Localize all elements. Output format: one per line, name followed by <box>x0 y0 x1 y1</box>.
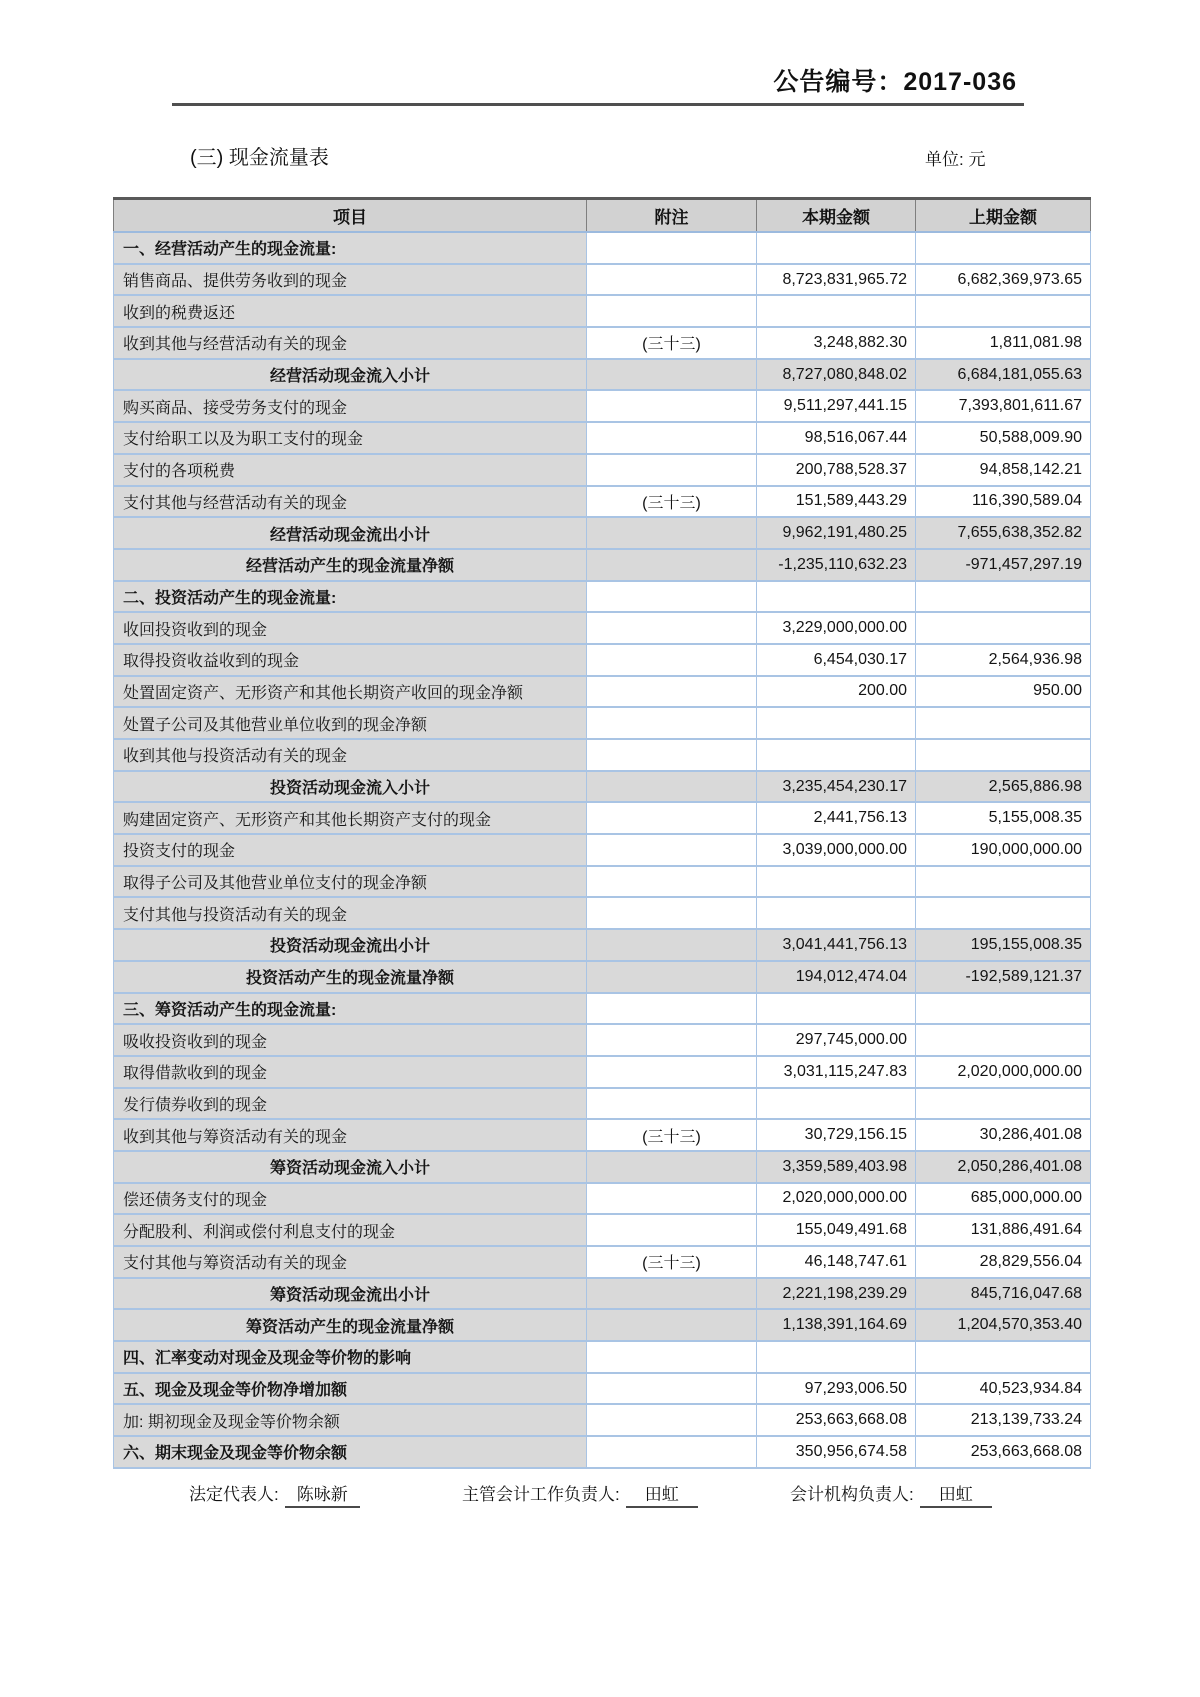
table-header-row <box>114 199 1091 233</box>
prior-amount-cell <box>916 612 1091 644</box>
table-row <box>114 1309 1091 1341</box>
note-cell: (三十三) <box>587 1246 757 1278</box>
table-row <box>114 1436 1091 1468</box>
current-amount-cell: 200,788,528.37 <box>757 454 916 486</box>
item-label-cell: 投资活动现金流入小计 <box>114 771 587 803</box>
table-row <box>114 1183 1091 1215</box>
table-row <box>114 1088 1091 1120</box>
prior-amount-cell <box>916 1088 1091 1120</box>
prior-amount-cell: 6,684,181,055.63 <box>916 359 1091 391</box>
current-amount-cell: 3,031,115,247.83 <box>757 1056 916 1088</box>
current-amount-cell: 350,956,674.58 <box>757 1436 916 1468</box>
current-amount-cell <box>757 295 916 327</box>
item-label-cell: 五、现金及现金等价物净增加额 <box>114 1373 587 1405</box>
table-row <box>114 1278 1091 1310</box>
table-row <box>114 644 1091 676</box>
item-label-cell: 收到的税费返还 <box>114 295 587 327</box>
table-row <box>114 961 1091 993</box>
note-cell <box>587 422 757 454</box>
prior-amount-cell: 7,655,638,352.82 <box>916 517 1091 549</box>
prior-amount-cell <box>916 897 1091 929</box>
note-cell <box>587 1341 757 1373</box>
note-cell <box>587 295 757 327</box>
prior-amount-cell <box>916 295 1091 327</box>
note-cell <box>587 581 757 613</box>
prior-amount-cell: 190,000,000.00 <box>916 834 1091 866</box>
note-cell <box>587 612 757 644</box>
item-label-cell: 收到其他与筹资活动有关的现金 <box>114 1119 587 1151</box>
legal-rep-name: 陈咏新 <box>285 1480 360 1508</box>
item-label-cell: 收到其他与投资活动有关的现金 <box>114 739 587 771</box>
current-amount-cell: 151,589,443.29 <box>757 486 916 518</box>
table-row <box>114 1214 1091 1246</box>
table-row <box>114 612 1091 644</box>
table-row <box>114 1024 1091 1056</box>
table-row <box>114 486 1091 518</box>
header-prior-amount-column: 上期金额 <box>916 199 1091 233</box>
prior-amount-cell <box>916 739 1091 771</box>
current-amount-cell: 3,235,454,230.17 <box>757 771 916 803</box>
note-cell <box>587 676 757 708</box>
note-cell <box>587 1404 757 1436</box>
current-amount-cell <box>757 993 916 1025</box>
item-label-cell: 处置固定资产、无形资产和其他长期资产收回的现金净额 <box>114 676 587 708</box>
item-label-cell: 加: 期初现金及现金等价物余额 <box>114 1404 587 1436</box>
note-cell <box>587 834 757 866</box>
table-row <box>114 1056 1091 1088</box>
current-amount-cell: 2,221,198,239.29 <box>757 1278 916 1310</box>
table-row <box>114 707 1091 739</box>
note-cell: (三十三) <box>587 486 757 518</box>
item-label-cell: 取得借款收到的现金 <box>114 1056 587 1088</box>
prior-amount-cell <box>916 1341 1091 1373</box>
note-cell <box>587 1214 757 1246</box>
current-amount-cell: 3,229,000,000.00 <box>757 612 916 644</box>
note-cell <box>587 802 757 834</box>
item-label-cell: 销售商品、提供劳务收到的现金 <box>114 264 587 296</box>
signature-footer <box>0 1480 1200 1510</box>
table-row <box>114 549 1091 581</box>
header-current-amount-column: 本期金额 <box>757 199 916 233</box>
chief-accountant-name: 田虹 <box>626 1480 698 1508</box>
note-cell <box>587 359 757 391</box>
note-cell <box>587 1278 757 1310</box>
current-amount-cell: 3,041,441,756.13 <box>757 929 916 961</box>
item-label-cell: 筹资活动现金流入小计 <box>114 1151 587 1183</box>
header-divider <box>172 103 1024 106</box>
note-cell <box>587 1056 757 1088</box>
note-cell <box>587 929 757 961</box>
table-row <box>114 1119 1091 1151</box>
prior-amount-cell <box>916 232 1091 264</box>
item-label-cell: 支付给职工以及为职工支付的现金 <box>114 422 587 454</box>
table-row <box>114 1341 1091 1373</box>
table-row <box>114 295 1091 327</box>
note-cell <box>587 1183 757 1215</box>
current-amount-cell <box>757 707 916 739</box>
note-cell <box>587 1309 757 1341</box>
note-cell <box>587 993 757 1025</box>
prior-amount-cell: -192,589,121.37 <box>916 961 1091 993</box>
item-label-cell: 取得投资收益收到的现金 <box>114 644 587 676</box>
table-row <box>114 771 1091 803</box>
item-label-cell: 投资活动产生的现金流量净额 <box>114 961 587 993</box>
accounting-org-name: 田虹 <box>920 1480 992 1508</box>
table-row <box>114 1246 1091 1278</box>
current-amount-cell: 97,293,006.50 <box>757 1373 916 1405</box>
current-amount-cell: 2,020,000,000.00 <box>757 1183 916 1215</box>
table-row <box>114 581 1091 613</box>
table-row <box>114 264 1091 296</box>
current-amount-cell: 8,727,080,848.02 <box>757 359 916 391</box>
item-label-cell: 收回投资收到的现金 <box>114 612 587 644</box>
prior-amount-cell: 50,588,009.90 <box>916 422 1091 454</box>
item-label-cell: 购买商品、接受劳务支付的现金 <box>114 390 587 422</box>
item-label-cell: 经营活动现金流出小计 <box>114 517 587 549</box>
prior-amount-cell: 30,286,401.08 <box>916 1119 1091 1151</box>
current-amount-cell <box>757 866 916 898</box>
table-row <box>114 422 1091 454</box>
prior-amount-cell: 131,886,491.64 <box>916 1214 1091 1246</box>
current-amount-cell: 8,723,831,965.72 <box>757 264 916 296</box>
note-cell <box>587 771 757 803</box>
note-cell <box>587 232 757 264</box>
prior-amount-cell <box>916 707 1091 739</box>
prior-amount-cell: 1,204,570,353.40 <box>916 1309 1091 1341</box>
prior-amount-cell <box>916 1024 1091 1056</box>
legal-representative-signature <box>189 1480 360 1508</box>
table-row <box>114 739 1091 771</box>
item-label-cell: 二、投资活动产生的现金流量: <box>114 581 587 613</box>
item-label-cell: 投资活动现金流出小计 <box>114 929 587 961</box>
note-cell <box>587 1436 757 1468</box>
table-row <box>114 993 1091 1025</box>
prior-amount-cell: 1,811,081.98 <box>916 327 1091 359</box>
note-cell <box>587 866 757 898</box>
current-amount-cell: 3,248,882.30 <box>757 327 916 359</box>
prior-amount-cell <box>916 866 1091 898</box>
item-label-cell: 分配股利、利润或偿付利息支付的现金 <box>114 1214 587 1246</box>
accounting-org-label: 会计机构负责人: <box>790 1485 914 1504</box>
note-cell: (三十三) <box>587 327 757 359</box>
current-amount-cell <box>757 1341 916 1373</box>
cash-flow-table-body <box>114 232 1091 1468</box>
current-amount-cell <box>757 581 916 613</box>
item-label-cell: 经营活动产生的现金流量净额 <box>114 549 587 581</box>
item-label-cell: 投资支付的现金 <box>114 834 587 866</box>
table-row <box>114 1151 1091 1183</box>
item-label-cell: 取得子公司及其他营业单位支付的现金净额 <box>114 866 587 898</box>
current-amount-cell: 9,962,191,480.25 <box>757 517 916 549</box>
prior-amount-cell <box>916 581 1091 613</box>
table-row <box>114 517 1091 549</box>
prior-amount-cell: 5,155,008.35 <box>916 802 1091 834</box>
note-cell <box>587 454 757 486</box>
note-cell <box>587 390 757 422</box>
unit-label: 单位: 元 <box>925 150 986 169</box>
item-label-cell: 支付其他与投资活动有关的现金 <box>114 897 587 929</box>
current-amount-cell: 2,441,756.13 <box>757 802 916 834</box>
item-label-cell: 支付其他与经营活动有关的现金 <box>114 486 587 518</box>
prior-amount-cell: 213,139,733.24 <box>916 1404 1091 1436</box>
prior-amount-cell: 7,393,801,611.67 <box>916 390 1091 422</box>
prior-amount-cell: 116,390,589.04 <box>916 486 1091 518</box>
current-amount-cell: 200.00 <box>757 676 916 708</box>
prior-amount-cell: 253,663,668.08 <box>916 1436 1091 1468</box>
header-item-column: 项目 <box>114 199 587 233</box>
note-cell <box>587 644 757 676</box>
note-cell <box>587 707 757 739</box>
prior-amount-cell: 845,716,047.68 <box>916 1278 1091 1310</box>
table-row <box>114 327 1091 359</box>
current-amount-cell: 253,663,668.08 <box>757 1404 916 1436</box>
item-label-cell: 偿还债务支付的现金 <box>114 1183 587 1215</box>
current-amount-cell: 3,039,000,000.00 <box>757 834 916 866</box>
item-label-cell: 经营活动现金流入小计 <box>114 359 587 391</box>
table-row <box>114 454 1091 486</box>
chief-accountant-signature <box>462 1480 698 1508</box>
prior-amount-cell: 2,020,000,000.00 <box>916 1056 1091 1088</box>
note-cell <box>587 897 757 929</box>
current-amount-cell: 30,729,156.15 <box>757 1119 916 1151</box>
legal-rep-label: 法定代表人: <box>189 1485 279 1504</box>
accounting-org-signature <box>790 1480 992 1508</box>
current-amount-cell: 1,138,391,164.69 <box>757 1309 916 1341</box>
item-label-cell: 六、期末现金及现金等价物余额 <box>114 1436 587 1468</box>
prior-amount-cell: 685,000,000.00 <box>916 1183 1091 1215</box>
prior-amount-cell: 2,565,886.98 <box>916 771 1091 803</box>
table-row <box>114 802 1091 834</box>
table-row <box>114 897 1091 929</box>
table-row <box>114 390 1091 422</box>
prior-amount-cell: 195,155,008.35 <box>916 929 1091 961</box>
item-label-cell: 筹资活动产生的现金流量净额 <box>114 1309 587 1341</box>
note-cell <box>587 549 757 581</box>
current-amount-cell: 6,454,030.17 <box>757 644 916 676</box>
prior-amount-cell: 950.00 <box>916 676 1091 708</box>
item-label-cell: 支付其他与筹资活动有关的现金 <box>114 1246 587 1278</box>
note-cell <box>587 1151 757 1183</box>
cash-flow-table <box>113 197 1091 1469</box>
item-label-cell: 支付的各项税费 <box>114 454 587 486</box>
prior-amount-cell <box>916 993 1091 1025</box>
current-amount-cell: 3,359,589,403.98 <box>757 1151 916 1183</box>
current-amount-cell: 297,745,000.00 <box>757 1024 916 1056</box>
current-amount-cell <box>757 897 916 929</box>
prior-amount-cell: 2,564,936.98 <box>916 644 1091 676</box>
chief-accountant-label: 主管会计工作负责人: <box>462 1485 620 1504</box>
current-amount-cell <box>757 739 916 771</box>
item-label-cell: 发行债券收到的现金 <box>114 1088 587 1120</box>
prior-amount-cell: 2,050,286,401.08 <box>916 1151 1091 1183</box>
header-note-column: 附注 <box>587 199 757 233</box>
item-label-cell: 购建固定资产、无形资产和其他长期资产支付的现金 <box>114 802 587 834</box>
item-label-cell: 三、筹资活动产生的现金流量: <box>114 993 587 1025</box>
item-label-cell: 吸收投资收到的现金 <box>114 1024 587 1056</box>
item-label-cell: 筹资活动现金流出小计 <box>114 1278 587 1310</box>
item-label-cell: 一、经营活动产生的现金流量: <box>114 232 587 264</box>
table-row <box>114 676 1091 708</box>
prior-amount-cell: -971,457,297.19 <box>916 549 1091 581</box>
current-amount-cell: 194,012,474.04 <box>757 961 916 993</box>
note-cell <box>587 1088 757 1120</box>
note-cell <box>587 264 757 296</box>
item-label-cell: 收到其他与经营活动有关的现金 <box>114 327 587 359</box>
current-amount-cell: 98,516,067.44 <box>757 422 916 454</box>
prior-amount-cell: 40,523,934.84 <box>916 1373 1091 1405</box>
table-row <box>114 834 1091 866</box>
current-amount-cell: 9,511,297,441.15 <box>757 390 916 422</box>
prior-amount-cell: 28,829,556.04 <box>916 1246 1091 1278</box>
item-label-cell: 处置子公司及其他营业单位收到的现金净额 <box>114 707 587 739</box>
note-cell: (三十三) <box>587 1119 757 1151</box>
table-row <box>114 359 1091 391</box>
note-cell <box>587 739 757 771</box>
note-cell <box>587 1373 757 1405</box>
current-amount-cell: -1,235,110,632.23 <box>757 549 916 581</box>
item-label-cell: 四、汇率变动对现金及现金等价物的影响 <box>114 1341 587 1373</box>
table-row <box>114 232 1091 264</box>
table-row <box>114 1373 1091 1405</box>
note-cell <box>587 961 757 993</box>
announcement-number: 公告编号：2017-036 <box>773 68 1017 96</box>
note-cell <box>587 517 757 549</box>
current-amount-cell: 46,148,747.61 <box>757 1246 916 1278</box>
table-row <box>114 866 1091 898</box>
table-row <box>114 929 1091 961</box>
current-amount-cell <box>757 232 916 264</box>
current-amount-cell <box>757 1088 916 1120</box>
table-row <box>114 1404 1091 1436</box>
current-amount-cell: 155,049,491.68 <box>757 1214 916 1246</box>
page-title: (三) 现金流量表 <box>190 147 329 169</box>
note-cell <box>587 1024 757 1056</box>
prior-amount-cell: 94,858,142.21 <box>916 454 1091 486</box>
prior-amount-cell: 6,682,369,973.65 <box>916 264 1091 296</box>
